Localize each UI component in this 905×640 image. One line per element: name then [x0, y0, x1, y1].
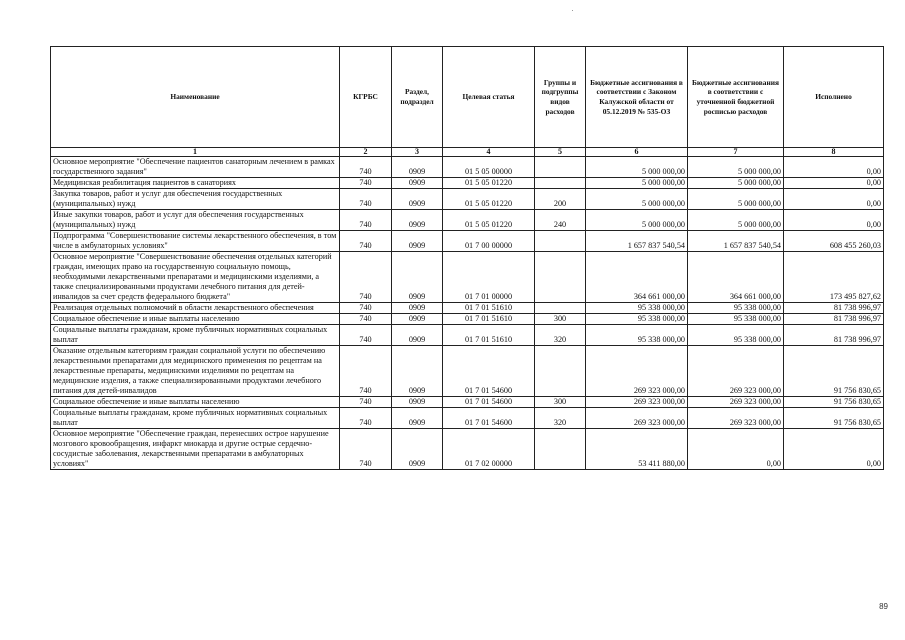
- row-section: 0909: [392, 408, 443, 429]
- page-number: 89: [879, 602, 888, 611]
- table-row: [51, 231, 884, 252]
- row-executed: 0,00: [784, 429, 884, 470]
- row-group: 200: [535, 189, 586, 210]
- row-executed: 0,00: [784, 178, 884, 189]
- row-section: 0909: [392, 210, 443, 231]
- table-body: [51, 157, 884, 470]
- row-name: Закупка товаров, работ и услуг для обеспечения государственных (муниципальных) нужд: [51, 189, 340, 210]
- row-law: 269 323 000,00: [586, 346, 688, 397]
- row-name: Иные закупки товаров, работ и услуг для обеспечения государственных (муниципальных) нужд: [51, 210, 340, 231]
- table-row: [51, 397, 884, 408]
- table-row: [51, 346, 884, 397]
- table-row: [51, 429, 884, 470]
- row-target: 01 5 05 01220: [443, 210, 535, 231]
- row-target: 01 5 05 01220: [443, 178, 535, 189]
- row-kgrbs: 740: [340, 303, 392, 314]
- row-target: 01 7 00 00000: [443, 231, 535, 252]
- row-executed: 0,00: [784, 157, 884, 178]
- row-refined: 5 000 000,00: [688, 178, 784, 189]
- col-number: 2: [340, 148, 392, 157]
- row-target: 01 7 01 54600: [443, 408, 535, 429]
- header-kgrbs: КГРБС: [340, 47, 392, 148]
- row-refined: 269 323 000,00: [688, 408, 784, 429]
- row-section: 0909: [392, 397, 443, 408]
- row-executed: 81 738 996,97: [784, 325, 884, 346]
- row-target: 01 7 01 51610: [443, 314, 535, 325]
- table-row: [51, 408, 884, 429]
- row-executed: 91 756 830,65: [784, 408, 884, 429]
- row-name: Основное мероприятие "Обеспечение пациентов санаторным лечением в рамках государственного задания": [51, 157, 340, 178]
- table-row: [51, 303, 884, 314]
- col-number: 4: [443, 148, 535, 157]
- row-kgrbs: 740: [340, 397, 392, 408]
- row-law: 5 000 000,00: [586, 157, 688, 178]
- row-executed: 173 495 827,62: [784, 252, 884, 303]
- row-section: 0909: [392, 231, 443, 252]
- col-number: 3: [392, 148, 443, 157]
- row-executed: 81 738 996,97: [784, 303, 884, 314]
- col-number: 7: [688, 148, 784, 157]
- table-row: [51, 314, 884, 325]
- row-law: 95 338 000,00: [586, 314, 688, 325]
- row-executed: 81 738 996,97: [784, 314, 884, 325]
- row-name: Оказание отдельным категориям граждан социальной услуги по обеспечению лекарственными препаратами для медицинского применения по рецептам на лекарственные препараты, медицинскими изделиями по рецептам на медицинские изделия, а также специализированными продуктами лечебного питания для детей-инвалидов: [51, 346, 340, 397]
- budget-table: [50, 46, 884, 470]
- row-section: 0909: [392, 314, 443, 325]
- header-law: Бюджетные ассигнования в соответствии с Законом Калужской области от 05.12.2019 № 535-ОЗ: [586, 47, 688, 148]
- row-kgrbs: 740: [340, 210, 392, 231]
- table-row: [51, 210, 884, 231]
- row-group: [535, 157, 586, 178]
- col-number: 5: [535, 148, 586, 157]
- row-refined: 5 000 000,00: [688, 157, 784, 178]
- header-section: Раздел, подраздел: [392, 47, 443, 148]
- row-group: [535, 303, 586, 314]
- row-refined: 269 323 000,00: [688, 397, 784, 408]
- row-kgrbs: 740: [340, 346, 392, 397]
- row-kgrbs: 740: [340, 252, 392, 303]
- row-executed: 608 455 260,03: [784, 231, 884, 252]
- row-name: Социальные выплаты гражданам, кроме публичных нормативных социальных выплат: [51, 325, 340, 346]
- col-number: 8: [784, 148, 884, 157]
- row-group: 240: [535, 210, 586, 231]
- row-refined: 95 338 000,00: [688, 303, 784, 314]
- row-name: Социальное обеспечение и иные выплаты населению: [51, 314, 340, 325]
- row-group: [535, 429, 586, 470]
- column-number-row: [51, 148, 884, 157]
- scan-speck: [572, 10, 573, 11]
- row-group: [535, 231, 586, 252]
- row-target: 01 7 01 51610: [443, 303, 535, 314]
- row-kgrbs: 740: [340, 189, 392, 210]
- row-name: Медицинская реабилитация пациентов в санаториях: [51, 178, 340, 189]
- row-target: 01 7 01 51610: [443, 325, 535, 346]
- table-row: [51, 157, 884, 178]
- row-law: 5 000 000,00: [586, 210, 688, 231]
- col-number: 6: [586, 148, 688, 157]
- header-refined: Бюджетные ассигнования в соответствии с уточненной бюджетной росписью расходов: [688, 47, 784, 148]
- row-group: [535, 252, 586, 303]
- row-kgrbs: 740: [340, 325, 392, 346]
- row-group: [535, 178, 586, 189]
- header-row: [51, 47, 884, 148]
- row-name: Социальное обеспечение и иные выплаты населению: [51, 397, 340, 408]
- row-law: 5 000 000,00: [586, 189, 688, 210]
- row-executed: 91 756 830,65: [784, 397, 884, 408]
- row-law: 95 338 000,00: [586, 325, 688, 346]
- row-kgrbs: 740: [340, 429, 392, 470]
- row-target: 01 7 01 00000: [443, 252, 535, 303]
- row-refined: 5 000 000,00: [688, 210, 784, 231]
- row-section: 0909: [392, 346, 443, 397]
- header-group: Группы и подгруппы видов расходов: [535, 47, 586, 148]
- row-executed: 0,00: [784, 189, 884, 210]
- row-law: 269 323 000,00: [586, 397, 688, 408]
- row-refined: 0,00: [688, 429, 784, 470]
- header-name: Наименование: [51, 47, 340, 148]
- row-section: 0909: [392, 157, 443, 178]
- row-group: 320: [535, 325, 586, 346]
- row-law: 5 000 000,00: [586, 178, 688, 189]
- row-group: 300: [535, 397, 586, 408]
- row-section: 0909: [392, 429, 443, 470]
- row-section: 0909: [392, 252, 443, 303]
- row-target: 01 7 01 54600: [443, 397, 535, 408]
- row-name: Подпрограмма "Совершенствование системы лекарственного обеспечения, в том числе в амбулаторных условиях": [51, 231, 340, 252]
- row-section: 0909: [392, 325, 443, 346]
- row-law: 364 661 000,00: [586, 252, 688, 303]
- row-section: 0909: [392, 189, 443, 210]
- row-executed: 0,00: [784, 210, 884, 231]
- row-refined: 364 661 000,00: [688, 252, 784, 303]
- row-target: 01 7 01 54600: [443, 346, 535, 397]
- row-refined: 95 338 000,00: [688, 314, 784, 325]
- row-target: 01 7 02 00000: [443, 429, 535, 470]
- table-row: [51, 178, 884, 189]
- row-name: Социальные выплаты гражданам, кроме публичных нормативных социальных выплат: [51, 408, 340, 429]
- row-group: [535, 346, 586, 397]
- row-target: 01 5 05 00000: [443, 157, 535, 178]
- row-refined: 95 338 000,00: [688, 325, 784, 346]
- row-kgrbs: 740: [340, 231, 392, 252]
- row-target: 01 5 05 01220: [443, 189, 535, 210]
- row-executed: 91 756 830,65: [784, 346, 884, 397]
- row-group: 320: [535, 408, 586, 429]
- row-refined: 5 000 000,00: [688, 189, 784, 210]
- row-section: 0909: [392, 303, 443, 314]
- row-kgrbs: 740: [340, 408, 392, 429]
- row-law: 95 338 000,00: [586, 303, 688, 314]
- row-law: 53 411 880,00: [586, 429, 688, 470]
- col-number: 1: [51, 148, 340, 157]
- row-name: Реализация отдельных полномочий в области лекарственного обеспечения: [51, 303, 340, 314]
- header-target: Целевая статья: [443, 47, 535, 148]
- row-group: 300: [535, 314, 586, 325]
- row-name: Основное мероприятие "Обеспечение граждан, перенесших острое нарушение мозгового кровообращения, инфаркт миокарда и другие острые сердечно-сосудистые заболевания, лекарственными препаратами в амбулаторных условиях": [51, 429, 340, 470]
- row-law: 269 323 000,00: [586, 408, 688, 429]
- header-executed: Исполнено: [784, 47, 884, 148]
- row-kgrbs: 740: [340, 178, 392, 189]
- table-row: [51, 189, 884, 210]
- row-name: Основное мероприятие "Совершенствование обеспечения отдельных категорий граждан, имеющих право на государственную социальную помощь, необходимыми лекарственными препаратами и медицинскими изделиями, а также специализированными продуктами лечебного питания для детей-инвалидов за счет средств федерального бюджета": [51, 252, 340, 303]
- row-law: 1 657 837 540,54: [586, 231, 688, 252]
- row-kgrbs: 740: [340, 314, 392, 325]
- row-refined: 1 657 837 540,54: [688, 231, 784, 252]
- row-kgrbs: 740: [340, 157, 392, 178]
- table-row: [51, 325, 884, 346]
- table-row: [51, 252, 884, 303]
- row-refined: 269 323 000,00: [688, 346, 784, 397]
- row-section: 0909: [392, 178, 443, 189]
